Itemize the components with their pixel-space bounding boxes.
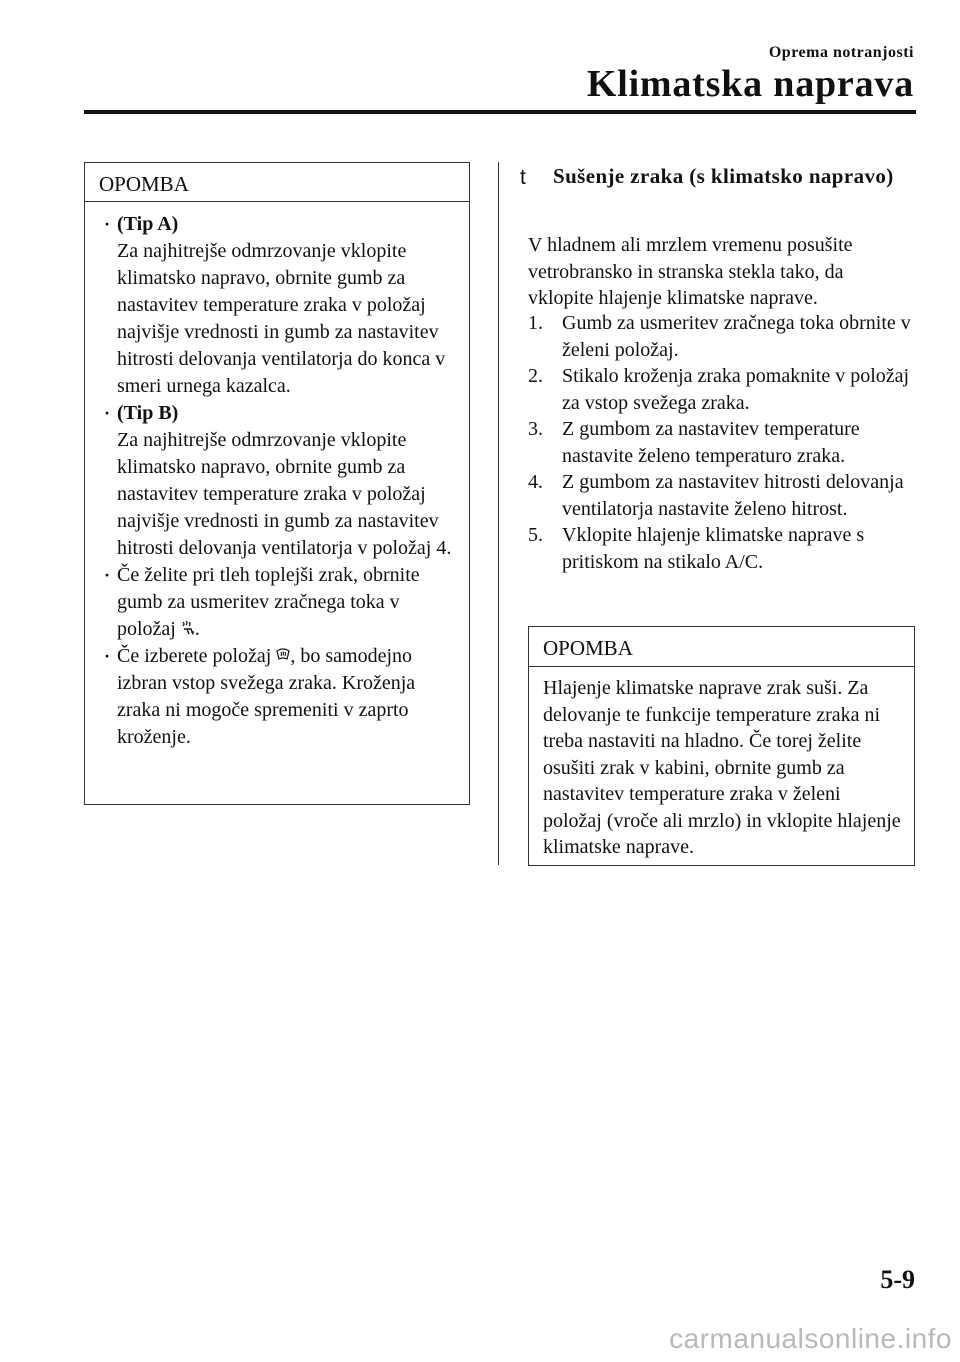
note-item-text: Za najhitrejše odmrzovanje vklopite klimatsko napravo, obrnite gumb za nastavitev temperature zraka v položaj najvišje vrednosti in gumb za nastavitev hitrosti delovanja ventilatorja v položaj 4. <box>117 429 452 559</box>
step-number: 5. <box>528 524 543 546</box>
step-text: Gumb za usmeritev zračnega toka obrnite v želeni položaj. <box>562 312 911 361</box>
note-box-left <box>84 162 470 805</box>
note-item-text: Za najhitrejše odmrzovanje vklopite klimatsko napravo, obrnite gumb za nastavitev temperature zraka v položaj najvišje vrednosti in gumb za nastavitev hitrosti delovanja ventilatorja do konca v smeri urnega kazalca. <box>117 240 446 397</box>
note-title: OPOMBA <box>543 636 633 660</box>
step-number: 3. <box>528 418 543 440</box>
bullet-icon: · <box>104 646 111 666</box>
step-number: 1. <box>528 312 543 334</box>
section-intro: V hladnem ali mrzlem vremenu posušite vetrobransko in stranska stekla tako, da vklopite hlajenje klimatske naprave. <box>528 234 853 309</box>
note-text: Hlajenje klimatske naprave zrak suši. Za delovanje te funkcije temperature zraka ni treba nastaviti na hladno. Če torej želite osušiti zrak v kabini, obrnite gumb za nastavitev temperature zraka v želeni položaj (vroče ali mrzlo) in vklopite hlajenje klimatske naprave. <box>543 677 901 858</box>
section-heading-text: Sušenje zraka (s klimatsko napravo) <box>553 164 894 188</box>
step-item <box>528 469 913 522</box>
note-item-type-a <box>85 211 469 400</box>
steps-list <box>528 310 913 575</box>
note-item-text: , bo samodejno izbran vstop svežega zraka. Kroženja zraka ni mogoče spremeniti v zaprto kroženje. <box>117 645 416 748</box>
section-heading <box>520 163 910 189</box>
windshield-defrost-icon <box>276 644 290 660</box>
step-text: Z gumbom za nastavitev temperature nastavite želeno temperaturo zraka. <box>562 418 860 467</box>
note-item-text: Če želite pri tleh toplejši zrak, obrnite gumb za usmeritev zračnega toka v položaj <box>117 564 420 640</box>
note-item-label: (Tip B) <box>117 402 179 424</box>
step-number: 4. <box>528 471 543 493</box>
note-item-text: . <box>194 618 200 640</box>
step-text: Vklopite hlajenje klimatske naprave s pritiskom na stikalo A/C. <box>562 524 865 573</box>
note-item-label: (Tip A) <box>117 213 179 235</box>
floor-defrost-icon <box>181 617 195 633</box>
note-item-floor-air <box>85 562 469 643</box>
page-title: Klimatska naprava <box>586 63 914 105</box>
bullet-icon: · <box>104 214 111 234</box>
note-box-right <box>528 626 915 866</box>
watermark: carmanualsonline.info <box>669 1323 952 1354</box>
step-text: Stikalo kroženja zraka pomaknite v položaj za vstop svežega zraka. <box>562 365 910 414</box>
bullet-icon: · <box>104 565 111 585</box>
step-number: 2. <box>528 365 543 387</box>
header-rule <box>84 110 916 114</box>
note-item-type-b <box>85 400 469 562</box>
section-label: Oprema notranjosti <box>768 44 914 61</box>
step-text: Z gumbom za nastavitev hitrosti delovanja ventilatorja nastavite želeno hitrost. <box>562 471 904 520</box>
page-number: 5-9 <box>880 1265 915 1294</box>
bullet-icon: · <box>104 403 111 423</box>
step-item <box>528 416 913 469</box>
step-item <box>528 363 913 416</box>
column-divider <box>498 162 499 865</box>
step-item <box>528 522 913 575</box>
section-marker-icon: t <box>520 166 526 189</box>
note-item-defrost <box>85 643 469 751</box>
note-title: OPOMBA <box>99 172 189 196</box>
step-item <box>528 310 913 363</box>
note-item-text: Če izberete položaj <box>117 645 277 667</box>
note-list <box>85 202 469 751</box>
